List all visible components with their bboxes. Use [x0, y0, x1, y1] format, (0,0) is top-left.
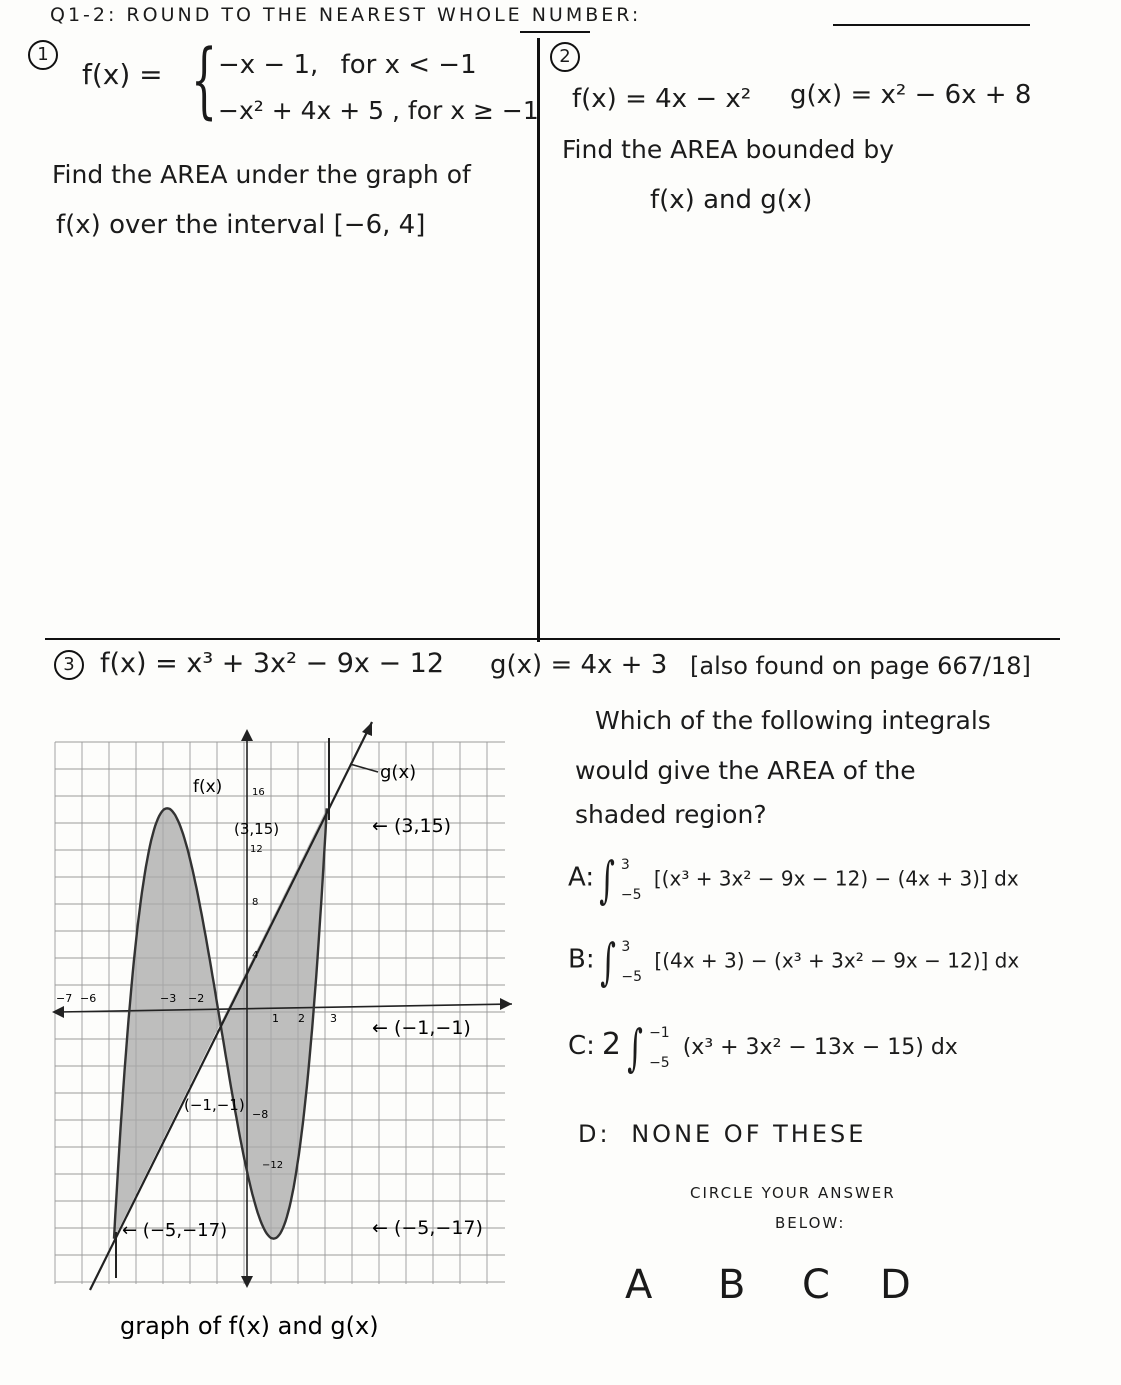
circle-instruction-line-1: CIRCLE YOUR ANSWER [690, 1184, 896, 1202]
point-label-neg5-neg17-left: ← (−5,−17) [122, 1220, 228, 1241]
option-c-upper-limit: −1 [649, 1025, 670, 1041]
tick-label-yn8: −8 [252, 1108, 269, 1121]
tick-label-x3: 3 [330, 1012, 337, 1025]
problem-1-prompt-line-2: f(x) over the interval [−6, 4] [56, 210, 426, 240]
y-axis-arrow-icon [241, 729, 253, 741]
problem-2-number: 2 [550, 42, 580, 72]
problem-3-question-line-1: Which of the following integrals [595, 706, 991, 735]
circle-instruction-line-2: BELOW: [775, 1214, 846, 1232]
answer-choice-a[interactable]: A [625, 1262, 653, 1308]
option-c-lower-limit: −5 [649, 1055, 670, 1071]
tick-label-yn12: −12 [262, 1160, 284, 1171]
problem-1-number: 1 [28, 40, 58, 70]
tick-label-xn6: −6 [80, 992, 97, 1005]
integral-sign-icon: ∫ [627, 1019, 643, 1077]
tick-label-xn7: −7 [56, 992, 73, 1005]
option-b-integrand: [(4x + 3) − (x³ + 3x² − 9x − 12)] dx [654, 948, 1020, 973]
problem-3-question-line-2: would give the AREA of the [575, 756, 916, 785]
problem-3-g-definition: g(x) = 4x + 3 [490, 650, 668, 680]
piecewise-brace: { [191, 33, 218, 128]
point-label-neg5-neg17-right: ← (−5,−17) [372, 1217, 483, 1239]
x-axis-arrow-icon [500, 998, 512, 1010]
option-b-letter: B: [568, 944, 595, 975]
tick-label-x1: 1 [272, 1012, 279, 1025]
tick-label-xn2: −2 [188, 992, 205, 1005]
answer-choice-c[interactable]: C [802, 1262, 830, 1308]
integral-sign-icon: ∫ [600, 933, 616, 991]
option-a-lower-limit: −5 [620, 887, 642, 903]
graph-caption: graph of f(x) and g(x) [120, 1312, 379, 1340]
tick-label-y16: 16 [252, 787, 265, 798]
case-1-expression: −x − 1, [218, 50, 319, 80]
tick-label-y12: 12 [250, 844, 263, 855]
problem-3-number: 3 [54, 650, 84, 680]
case-2-expression: −x² + 4x + 5 [218, 96, 385, 125]
option-d-letter: D: [578, 1120, 611, 1148]
g-line-arrow-icon [362, 722, 372, 736]
problem-2-prompt-line-2: f(x) and g(x) [650, 185, 813, 215]
f-curve-label: f(x) [193, 777, 223, 797]
case-2-condition: , for x ≥ −1 [392, 96, 539, 125]
g-line-label: g(x) [380, 762, 417, 783]
problem-3-question-line-3: shaded region? [575, 800, 767, 829]
tick-label-x2: 2 [298, 1012, 305, 1025]
problem-1-prompt-line-1: Find the AREA under the graph of [52, 160, 471, 189]
x-axis-left-arrow-icon [52, 1006, 64, 1018]
option-a-letter: A: [568, 862, 595, 893]
problem-2-prompt-line-1: Find the AREA bounded by [562, 135, 895, 164]
point-label-neg1-neg1-right: ← (−1,−1) [372, 1017, 471, 1039]
option-b-lower-limit: −5 [621, 969, 643, 985]
point-label-neg1-neg1-left: (−1,−1) [184, 1096, 245, 1114]
answer-choice-d[interactable]: D [880, 1262, 911, 1308]
option-b-upper-limit: 3 [621, 939, 631, 955]
problem-2-f-definition: f(x) = 4x − x² [572, 84, 752, 114]
option-a-upper-limit: 3 [620, 857, 630, 873]
g-label-arrow [350, 764, 378, 772]
option-c-integrand: (x³ + 3x² − 13x − 15) dx [682, 1035, 958, 1060]
option-a-integrand: [(x³ + 3x² − 9x − 12) − (4x + 3)] dx [653, 866, 1019, 891]
tick-label-xn3: −3 [160, 992, 177, 1005]
tick-label-y4: 4 [252, 950, 259, 961]
answer-choice-b[interactable]: B [718, 1262, 746, 1308]
problem-2-g-definition: g(x) = x² − 6x + 8 [790, 80, 1032, 110]
problem-3-f-definition: f(x) = x³ + 3x² − 9x − 12 [100, 648, 444, 679]
integral-sign-icon: ∫ [599, 851, 616, 909]
option-c-letter: C: [568, 1031, 595, 1061]
option-d-text: NONE OF THESE [631, 1120, 867, 1148]
problem-3-reference: [also found on page 667/18] [690, 652, 1031, 680]
case-1-condition: for x < −1 [340, 50, 477, 80]
point-label-3-15-left: (3,15) [234, 820, 280, 838]
option-c-coefficient: 2 [601, 1027, 622, 1062]
problem-1-function-label: f(x) = [82, 58, 163, 91]
point-label-3-15-right: ← (3,15) [372, 815, 452, 837]
tick-label-y8: 8 [252, 897, 259, 908]
page-title: Q1-2: ROUND TO THE NEAREST WHOLE NUMBER: [50, 4, 642, 26]
